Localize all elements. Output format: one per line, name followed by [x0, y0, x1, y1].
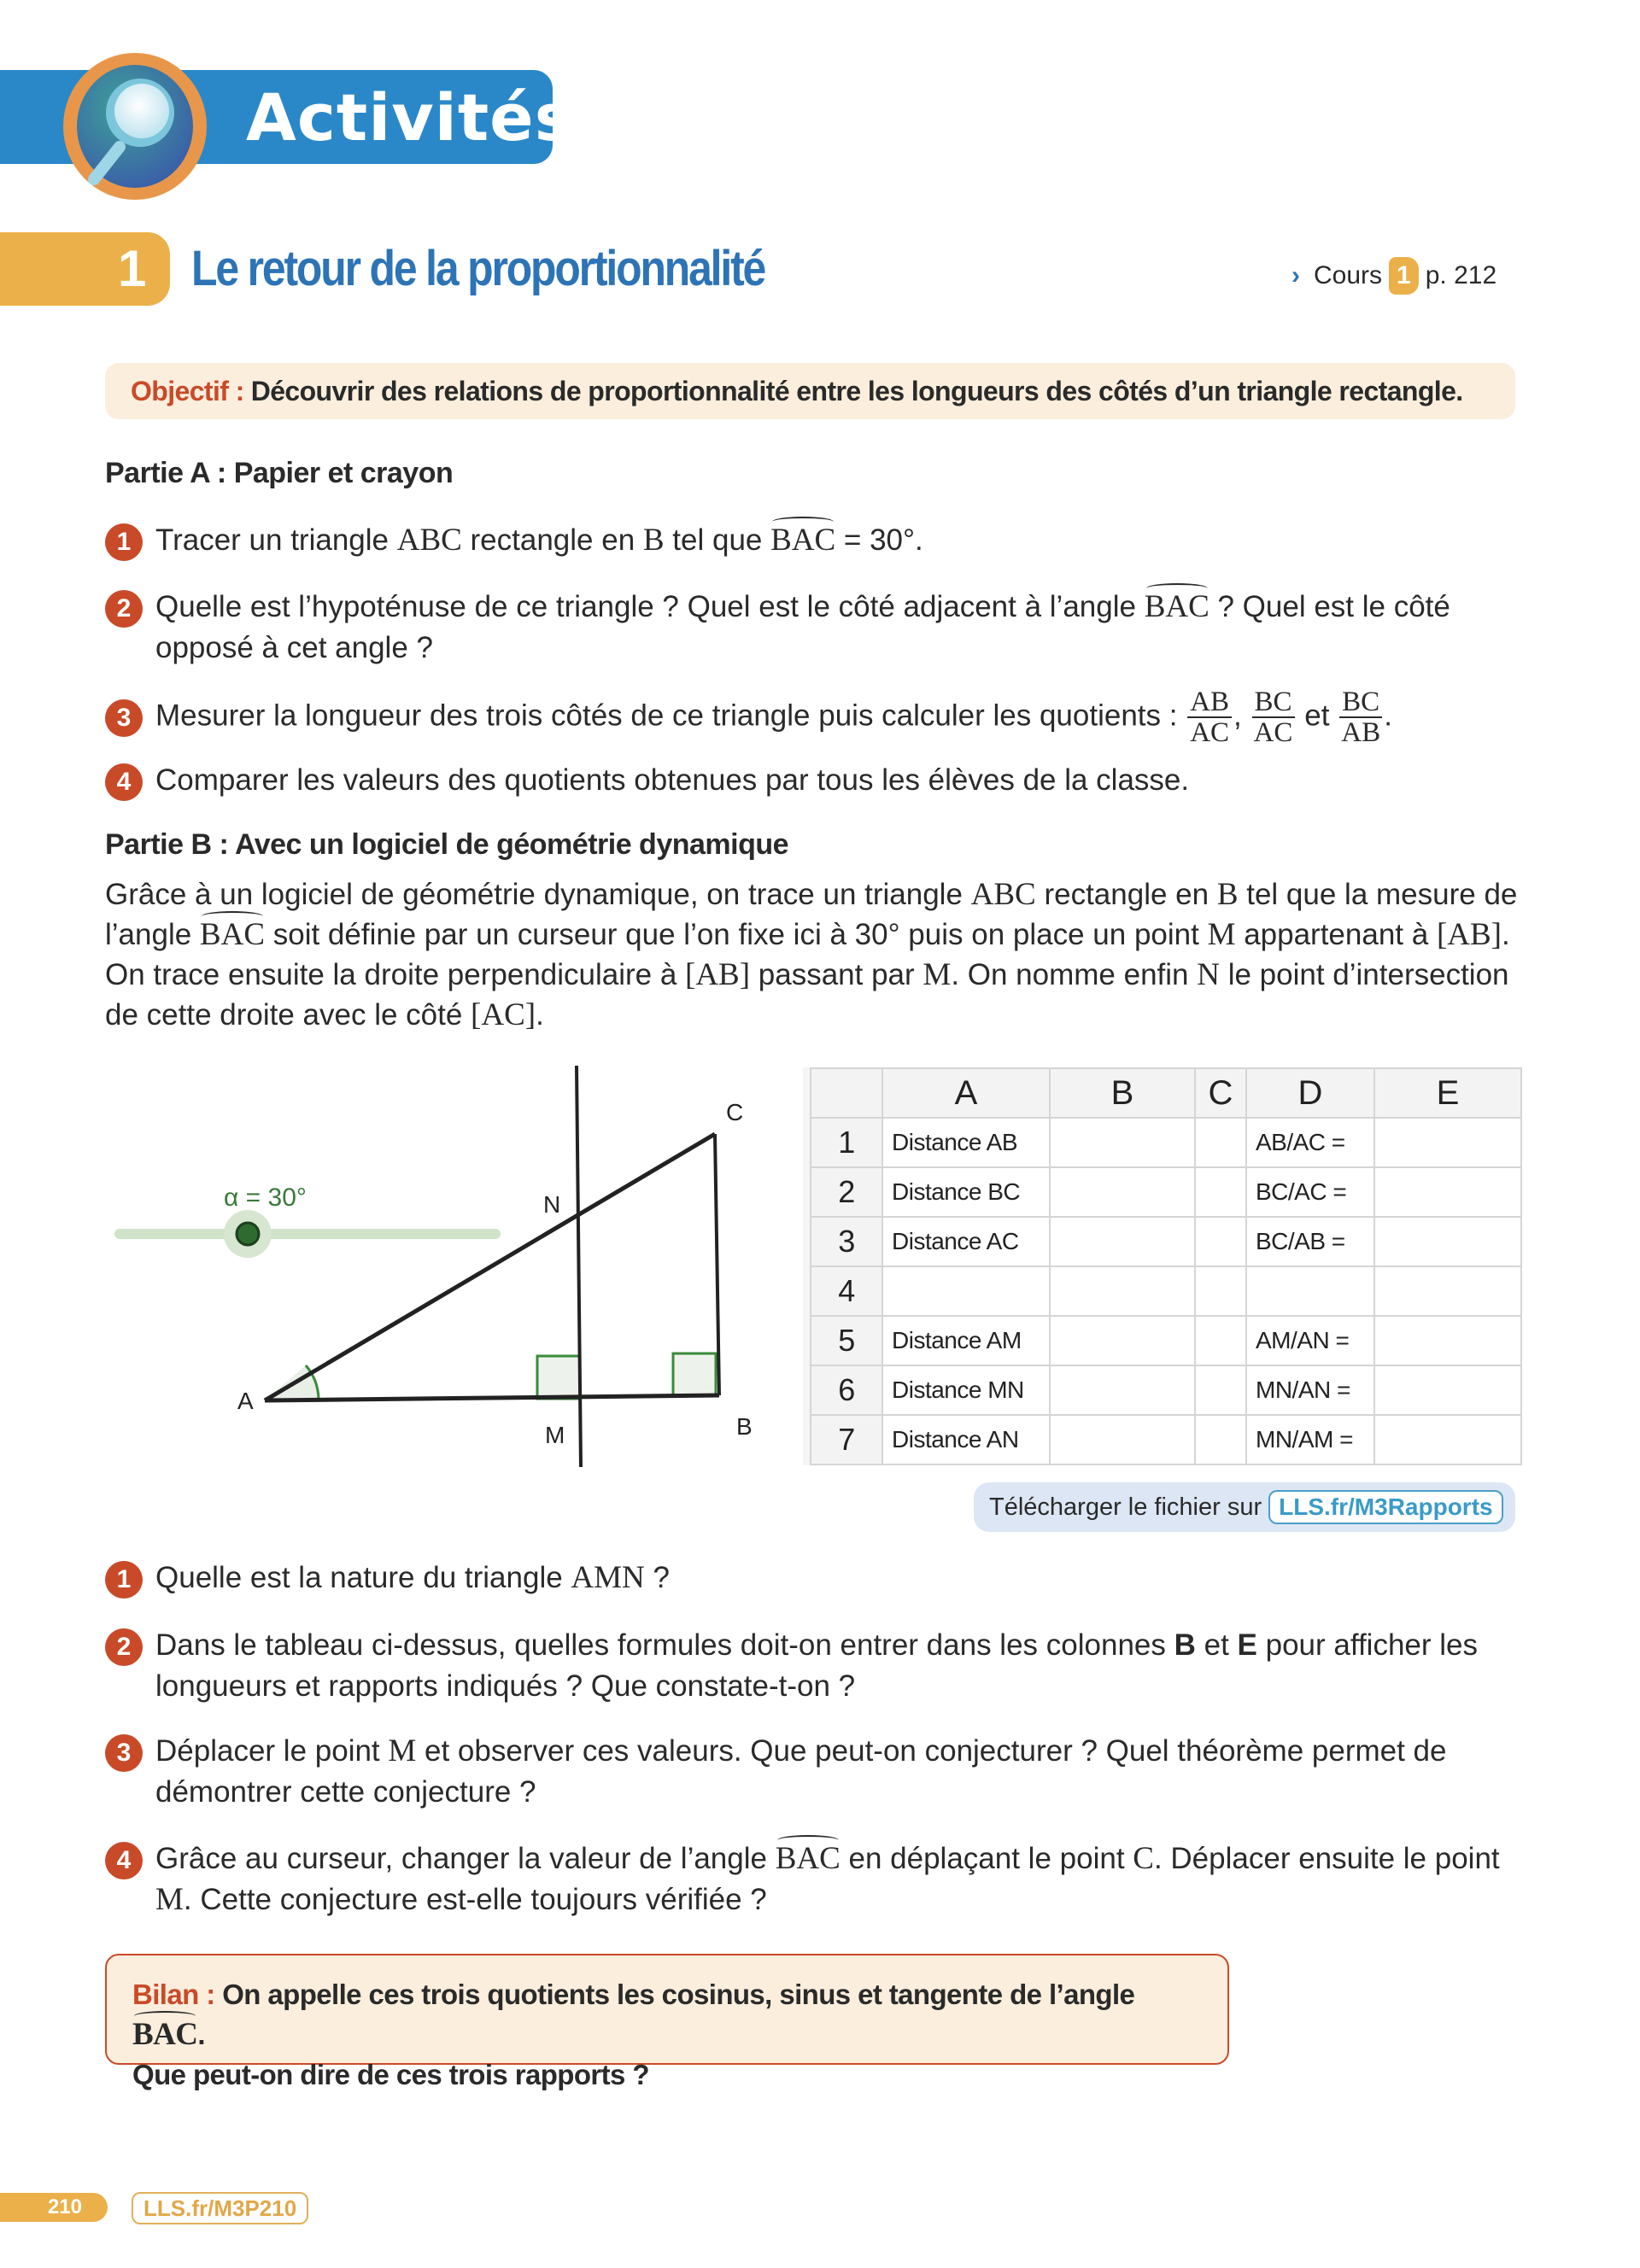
table-row [811, 1415, 1521, 1464]
cell-d4[interactable] [1246, 1266, 1374, 1316]
objectif-box [105, 363, 1515, 419]
row-header[interactable]: 4 [811, 1266, 882, 1316]
page-link[interactable]: LLS.fr/M3P210 [132, 2192, 308, 2224]
download-box [974, 1482, 1515, 1532]
point-a-label: A [237, 1388, 254, 1414]
cell-d2[interactable]: BC/AC = [1246, 1167, 1374, 1217]
spreadsheet [803, 1067, 1520, 1465]
column-header-d[interactable]: D [1246, 1068, 1374, 1118]
item-number-badge: 4 [105, 763, 143, 801]
course-badge: 1 [1389, 257, 1419, 295]
partie-a-item-4: 4 Comparer les valeurs des quotients obtenues par tous les élèves de la classe. [105, 760, 1523, 801]
fraction-ab-ac: $\frac{AB}{AC}$ [1187, 687, 1232, 747]
column-header-b[interactable]: B [1050, 1068, 1195, 1118]
cell-d7[interactable]: MN/AM = [1246, 1415, 1374, 1464]
partie-b-question-1: 1 Quelle est la nature du triangle AMN ? [105, 1558, 1523, 1599]
item-number-badge: 2 [105, 590, 143, 628]
partie-b-question-2: 2 Dans le tableau ci-dessus, quelles formules doit-on entrer dans les colonnes B et E pour afficher les longueurs et rapports indiqués ? Que constate-t-on ? [105, 1625, 1523, 1707]
slider-label: α = 30° [224, 1184, 307, 1212]
download-link[interactable]: LLS.fr/M3Rapports [1268, 1490, 1502, 1524]
column-header-e[interactable]: E [1374, 1068, 1521, 1118]
course-label: Cours [1314, 261, 1383, 289]
magnifier-icon [60, 51, 210, 202]
angle-bac: BAC [200, 915, 265, 955]
geometry-figure [111, 1066, 803, 1467]
point-m-label: M [545, 1422, 565, 1448]
cell-c2[interactable] [1195, 1167, 1246, 1217]
cell-c7[interactable] [1195, 1415, 1246, 1464]
table-row [811, 1217, 1521, 1266]
cell-c4[interactable] [1195, 1266, 1246, 1316]
table-row [811, 1266, 1521, 1316]
row-header[interactable]: 1 [811, 1118, 882, 1167]
fraction-bc-ab: $\frac{BC}{AB}$ [1339, 687, 1382, 747]
table-row [811, 1316, 1521, 1365]
cell-c3[interactable] [1195, 1217, 1246, 1266]
partie-b-question-3: 3 Déplacer le point M et observer ces valeurs. Que peut-on conjecturer ? Quel théorème permet de démontrer cette conjecture ? [105, 1731, 1523, 1813]
partie-a-item-2: 2 Quelle est l’hypoténuse de ce triangle ? Quel est le côté adjacent à l’angle BAC ? Quel est le côté opposé à cet angle ? [105, 587, 1523, 669]
objectif-label: Objectif : [131, 375, 244, 406]
course-reference-link[interactable] [1292, 256, 1496, 295]
item-number-badge: 3 [105, 699, 143, 737]
section-number: 1 [118, 240, 147, 297]
cell-a6[interactable]: Distance MN [882, 1365, 1050, 1415]
item-number-badge: 3 [105, 1734, 143, 1772]
table-row [811, 1118, 1521, 1167]
cell-c6[interactable] [1195, 1365, 1246, 1415]
cell-e3[interactable] [1374, 1217, 1521, 1266]
cell-b4[interactable] [1050, 1266, 1195, 1316]
item-number-badge: 2 [105, 1628, 143, 1666]
cell-d1[interactable]: AB/AC = [1246, 1118, 1374, 1167]
bilan-box: Bilan : On appelle ces trois quotients les cosinus, sinus et tangente de l’angle BAC. Que peut-on dire de ces trois rapports ? [105, 1954, 1229, 2065]
cell-e4[interactable] [1374, 1266, 1521, 1316]
partie-a-item-1: 1 Tracer un triangle ABC rectangle en B tel que BAC = 30°. [105, 520, 1523, 561]
partie-a-title: Partie A : Papier et crayon [105, 457, 454, 489]
cell-a3[interactable]: Distance AC [882, 1217, 1050, 1266]
row-header[interactable]: 7 [811, 1415, 882, 1464]
download-text: Télécharger le fichier sur [989, 1493, 1262, 1521]
cell-a4[interactable] [882, 1266, 1050, 1316]
section-title: Le retour de la proportionnalité [191, 241, 765, 296]
cell-d6[interactable]: MN/AN = [1246, 1365, 1374, 1415]
fraction-bc-ac: $\frac{BC}{AC}$ [1252, 687, 1295, 747]
cell-c5[interactable] [1195, 1316, 1246, 1365]
cell-e5[interactable] [1374, 1316, 1521, 1365]
cell-b3[interactable] [1050, 1217, 1195, 1266]
item-number-badge: 4 [105, 1842, 143, 1879]
partie-b-paragraph: Grâce à un logiciel de géométrie dynamique, on trace un triangle ABC rectangle en B tel que la mesure de l’angle BAC soit définie par un curseur que l’on fixe ici à 30° puis on place un point M appartenant à [AB]. On trace ensuite la droite perpendiculaire à [AB] passant par M. On nomme enfin N le point d’intersection de cette droite avec le côté [AC]. [105, 877, 1518, 1032]
page-number: 210 [0, 2193, 108, 2222]
row-header[interactable]: 2 [811, 1167, 882, 1217]
cell-b2[interactable] [1050, 1167, 1195, 1217]
cell-e1[interactable] [1374, 1118, 1521, 1167]
corner-cell[interactable] [811, 1068, 882, 1118]
point-c-label: C [726, 1099, 744, 1125]
bilan-line-2: Que peut-on dire de ces trois rapports ? [132, 2059, 649, 2090]
row-header[interactable]: 3 [811, 1217, 882, 1266]
header-title: Activités [246, 79, 574, 155]
angle-bac: BAC [1145, 587, 1210, 628]
point-n-label: N [543, 1191, 561, 1218]
cell-b6[interactable] [1050, 1365, 1195, 1415]
row-header[interactable]: 6 [811, 1365, 882, 1415]
cell-d5[interactable]: AM/AN = [1246, 1316, 1374, 1365]
cell-b7[interactable] [1050, 1415, 1195, 1464]
cell-a1[interactable]: Distance AB [882, 1118, 1050, 1167]
partie-a-item-3: 3 Mesurer la longueur des trois côtés de ce triangle puis calculer les quotients : $\frac{AB}{AC}$ , $\frac{BC}{AC}$ et $\frac{BC}{AB}$ . [105, 687, 1523, 747]
bilan-label: Bilan : [132, 1979, 215, 2010]
cell-e6[interactable] [1374, 1365, 1521, 1415]
point-b-label: B [736, 1413, 753, 1440]
column-header-c[interactable]: C [1195, 1068, 1246, 1118]
chevron-right-icon: › [1292, 261, 1300, 289]
item-number-badge: 1 [105, 1561, 143, 1599]
cell-e7[interactable] [1374, 1415, 1521, 1464]
cell-a5[interactable]: Distance AM [882, 1316, 1050, 1365]
angle-bac: BAC [776, 1838, 840, 1879]
angle-bac: BAC [132, 2014, 197, 2055]
course-page: p. 212 [1425, 261, 1497, 289]
cell-e2[interactable] [1374, 1167, 1521, 1217]
cell-a2[interactable]: Distance BC [882, 1167, 1050, 1217]
cell-b1[interactable] [1050, 1118, 1195, 1167]
table-row [811, 1365, 1521, 1415]
objectif-text: Découvrir des relations de proportionnalité entre les longueurs des côtés d’un triangle rectangle. [250, 375, 1463, 406]
angle-slider-knob [237, 1223, 259, 1245]
spreadsheet-header-row [811, 1068, 1521, 1118]
cell-c1[interactable] [1195, 1118, 1246, 1167]
cell-a7[interactable]: Distance AN [882, 1415, 1050, 1464]
row-header[interactable]: 5 [811, 1316, 882, 1365]
partie-b-question-4: 4 Grâce au curseur, changer la valeur de l’angle BAC en déplaçant le point C. Déplacer ensuite le point M. Cette conjecture est-elle toujours vérifiée ? [105, 1838, 1523, 1920]
angle-bac: BAC [770, 520, 835, 561]
column-header-a[interactable]: A [882, 1068, 1050, 1118]
table-row [811, 1167, 1521, 1217]
cell-b5[interactable] [1050, 1316, 1195, 1365]
cell-d3[interactable]: BC/AB = [1246, 1217, 1374, 1266]
partie-b-title: Partie B : Avec un logiciel de géométrie dynamique [105, 828, 789, 861]
item-number-badge: 1 [105, 523, 143, 561]
